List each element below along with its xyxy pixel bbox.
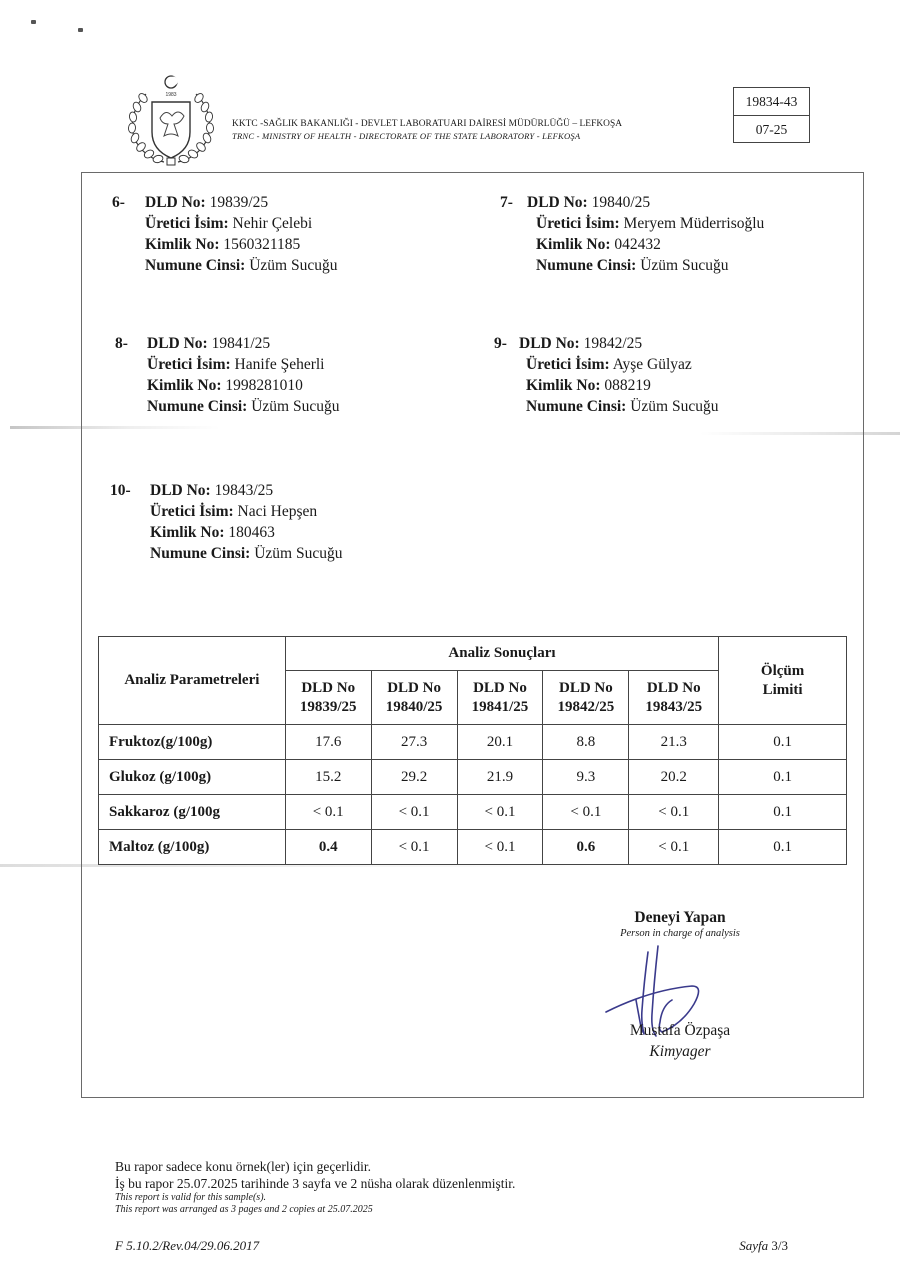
column-header-dld: 19843/25 — [645, 698, 703, 715]
column-header-dld: 19841/25 — [471, 698, 529, 715]
value-cell: 21.9 — [457, 760, 543, 795]
producer-value: Meryem Müderrisoğlu — [623, 215, 765, 232]
value-cell: 9.3 — [543, 760, 629, 795]
column-header-dld: 19839/25 — [299, 698, 357, 715]
sample-dld-line — [527, 192, 764, 213]
type-value: Üzüm Sucuğu — [640, 257, 729, 274]
dld-label: DLD No: — [519, 335, 580, 352]
signatory-name: Mustafa Özpaşa — [629, 1022, 731, 1039]
producer-label: Üretici İsim: — [536, 215, 620, 232]
type-value: Üzüm Sucuğu — [254, 545, 343, 562]
producer-value: Ayşe Gülyaz — [612, 356, 692, 373]
institution-name-en: TRNC - MINISTRY OF HEALTH - DIRECTORATE OF THE STATE LABORATORY - LEFKOŞA — [232, 131, 581, 141]
sample-id-line — [519, 375, 718, 396]
svg-text:1983: 1983 — [165, 92, 177, 98]
value-cell: < 0.1 — [285, 795, 371, 830]
sample-index: 10- — [110, 482, 131, 499]
signatory-role: Kimyager — [649, 1043, 711, 1060]
type-label: Numune Cinsi: — [526, 398, 627, 415]
sample-index: 6- — [112, 194, 125, 211]
type-label: Numune Cinsi: — [150, 545, 251, 562]
report-footer-notes — [115, 1158, 515, 1216]
dld-value: 19839/25 — [209, 194, 269, 211]
dld-label: DLD No: — [527, 194, 588, 211]
table-header-row — [99, 637, 847, 671]
value-cell: < 0.1 — [457, 795, 543, 830]
producer-label: Üretici İsim: — [145, 215, 229, 232]
sample-dld-line — [145, 192, 337, 213]
column-header — [457, 671, 543, 725]
sample-type-line — [527, 255, 764, 276]
sample-producer-line — [519, 354, 718, 375]
id-value: 042432 — [614, 236, 661, 253]
type-label: Numune Cinsi: — [147, 398, 248, 415]
sample-type-line — [150, 543, 342, 564]
institution-name-tr: KKTC -SAĞLIK BAKANLIĞI - DEVLET LABORATUARI DAİRESİ MÜDÜRLÜĞÜ – LEFKOŞA — [232, 119, 623, 129]
scan-speck — [78, 28, 83, 32]
dld-label: DLD No: — [147, 335, 208, 352]
param-cell: Fruktoz(g/100g) — [99, 725, 286, 760]
type-value: Üzüm Sucuğu — [249, 257, 338, 274]
sample-id-line — [147, 375, 339, 396]
dld-value: 19840/25 — [591, 194, 651, 211]
sample-producer-line — [527, 213, 764, 234]
value-cell: < 0.1 — [371, 830, 457, 865]
sample-producer-line — [147, 354, 339, 375]
value-cell: 8.8 — [543, 725, 629, 760]
dld-value: 19841/25 — [211, 335, 271, 352]
report-body-frame — [81, 172, 864, 1098]
id-value: 1998281010 — [225, 377, 303, 394]
sample-dld-line — [519, 333, 718, 354]
signature-title: Deneyi Yapan — [634, 909, 726, 926]
sample-dld-line — [150, 480, 342, 501]
report-period: 07-25 — [755, 122, 788, 137]
value-cell: 21.3 — [629, 725, 719, 760]
producer-value: Naci Hepşen — [237, 503, 318, 520]
sample-id-line — [145, 234, 337, 255]
column-header-label: DLD No — [646, 679, 701, 696]
param-cell: Sakkaroz (g/100g — [99, 795, 286, 830]
limit-header — [719, 637, 847, 725]
id-label: Kimlik No: — [526, 377, 601, 394]
type-value: Üzüm Sucuğu — [630, 398, 719, 415]
column-header-label: DLD No — [387, 679, 441, 696]
sample-index: 9- — [494, 335, 507, 352]
page-label: Sayfa — [739, 1238, 769, 1253]
dld-label: DLD No: — [150, 482, 211, 499]
sample-dld-line — [147, 333, 339, 354]
column-header-label: DLD No — [558, 679, 613, 696]
scan-speck — [31, 20, 36, 24]
form-code: F 5.10.2/Rev.04/29.06.2017 — [115, 1238, 260, 1253]
value-cell: 27.3 — [371, 725, 457, 760]
producer-label: Üretici İsim: — [526, 356, 610, 373]
report-range: 19834-43 — [734, 88, 809, 116]
column-header — [543, 671, 629, 725]
value-cell: 20.2 — [629, 760, 719, 795]
column-header-label: DLD No — [301, 679, 356, 696]
arrangement-note-tr: İş bu rapor 25.07.2025 tarihinde 3 sayfa ve 2 nüsha olarak düzenlenmiştir. — [115, 1176, 516, 1191]
results-header: Analiz Sonuçları — [285, 637, 718, 671]
sample-type-line — [145, 255, 337, 276]
column-header — [371, 671, 457, 725]
table-row — [99, 795, 847, 830]
sample-producer-line — [150, 501, 342, 522]
dld-value: 19843/25 — [214, 482, 274, 499]
limit-cell: 0.1 — [719, 760, 847, 795]
producer-value: Hanife Şeherli — [234, 356, 325, 373]
value-cell: 0.6 — [543, 830, 629, 865]
validity-note-en: This report is valid for this sample(s). — [115, 1192, 267, 1203]
type-value: Üzüm Sucuğu — [251, 398, 340, 415]
page-number — [739, 1238, 788, 1254]
sample-type-line — [519, 396, 718, 417]
validity-note-tr: Bu rapor sadece konu örnek(ler) için geçerlidir. — [115, 1159, 372, 1174]
sample-type-line — [147, 396, 339, 417]
type-label: Numune Cinsi: — [536, 257, 637, 274]
value-cell: < 0.1 — [543, 795, 629, 830]
sample-index: 7- — [500, 194, 513, 211]
analysis-results-table — [98, 636, 847, 865]
value-cell: 20.1 — [457, 725, 543, 760]
id-label: Kimlik No: — [536, 236, 611, 253]
column-header-label: DLD No — [473, 679, 527, 696]
institution-header — [232, 118, 622, 142]
table-row — [99, 725, 847, 760]
producer-value: Nehir Çelebi — [232, 215, 313, 232]
table-row — [99, 760, 847, 795]
arrangement-note-en: This report was arranged as 3 pages and 2 copies at 25.07.2025 — [115, 1204, 373, 1215]
page-value: 3/3 — [771, 1238, 788, 1253]
sample-id-line — [150, 522, 342, 543]
sample-id-line — [527, 234, 764, 255]
value-cell: 29.2 — [371, 760, 457, 795]
sample-index: 8- — [115, 335, 128, 352]
limit-cell: 0.1 — [719, 725, 847, 760]
dld-label: DLD No: — [145, 194, 206, 211]
column-header-dld: 19840/25 — [385, 698, 443, 715]
value-cell: 15.2 — [285, 760, 371, 795]
value-cell: < 0.1 — [629, 830, 719, 865]
id-value: 180463 — [228, 524, 275, 541]
value-cell: < 0.1 — [457, 830, 543, 865]
signature-block — [590, 908, 770, 940]
limit-header-line2: Limiti — [762, 681, 803, 698]
limit-cell: 0.1 — [719, 830, 847, 865]
column-header — [285, 671, 371, 725]
value-cell: < 0.1 — [371, 795, 457, 830]
table-row — [99, 830, 847, 865]
trnc-coat-of-arms-icon — [116, 72, 226, 167]
column-header — [629, 671, 719, 725]
producer-label: Üretici İsim: — [147, 356, 231, 373]
signature-subtitle: Person in charge of analysis — [620, 928, 740, 939]
dld-value: 19842/25 — [583, 335, 643, 352]
column-header-dld: 19842/25 — [557, 698, 615, 715]
id-value: 1560321185 — [223, 236, 301, 253]
id-label: Kimlik No: — [147, 377, 222, 394]
type-label: Numune Cinsi: — [145, 257, 246, 274]
limit-header-line1: Ölçüm — [760, 662, 805, 679]
id-value: 088219 — [604, 377, 651, 394]
value-cell: < 0.1 — [629, 795, 719, 830]
value-cell: 17.6 — [285, 725, 371, 760]
param-cell: Maltoz (g/100g) — [99, 830, 286, 865]
limit-cell: 0.1 — [719, 795, 847, 830]
producer-label: Üretici İsim: — [150, 503, 234, 520]
value-cell: 0.4 — [285, 830, 371, 865]
param-cell: Glukoz (g/100g) — [99, 760, 286, 795]
id-label: Kimlik No: — [150, 524, 225, 541]
id-label: Kimlik No: — [145, 236, 220, 253]
param-header: Analiz Parametreleri — [99, 637, 286, 725]
coat-of-arms-logo — [116, 72, 226, 167]
reference-box — [733, 87, 810, 143]
sample-producer-line — [145, 213, 337, 234]
